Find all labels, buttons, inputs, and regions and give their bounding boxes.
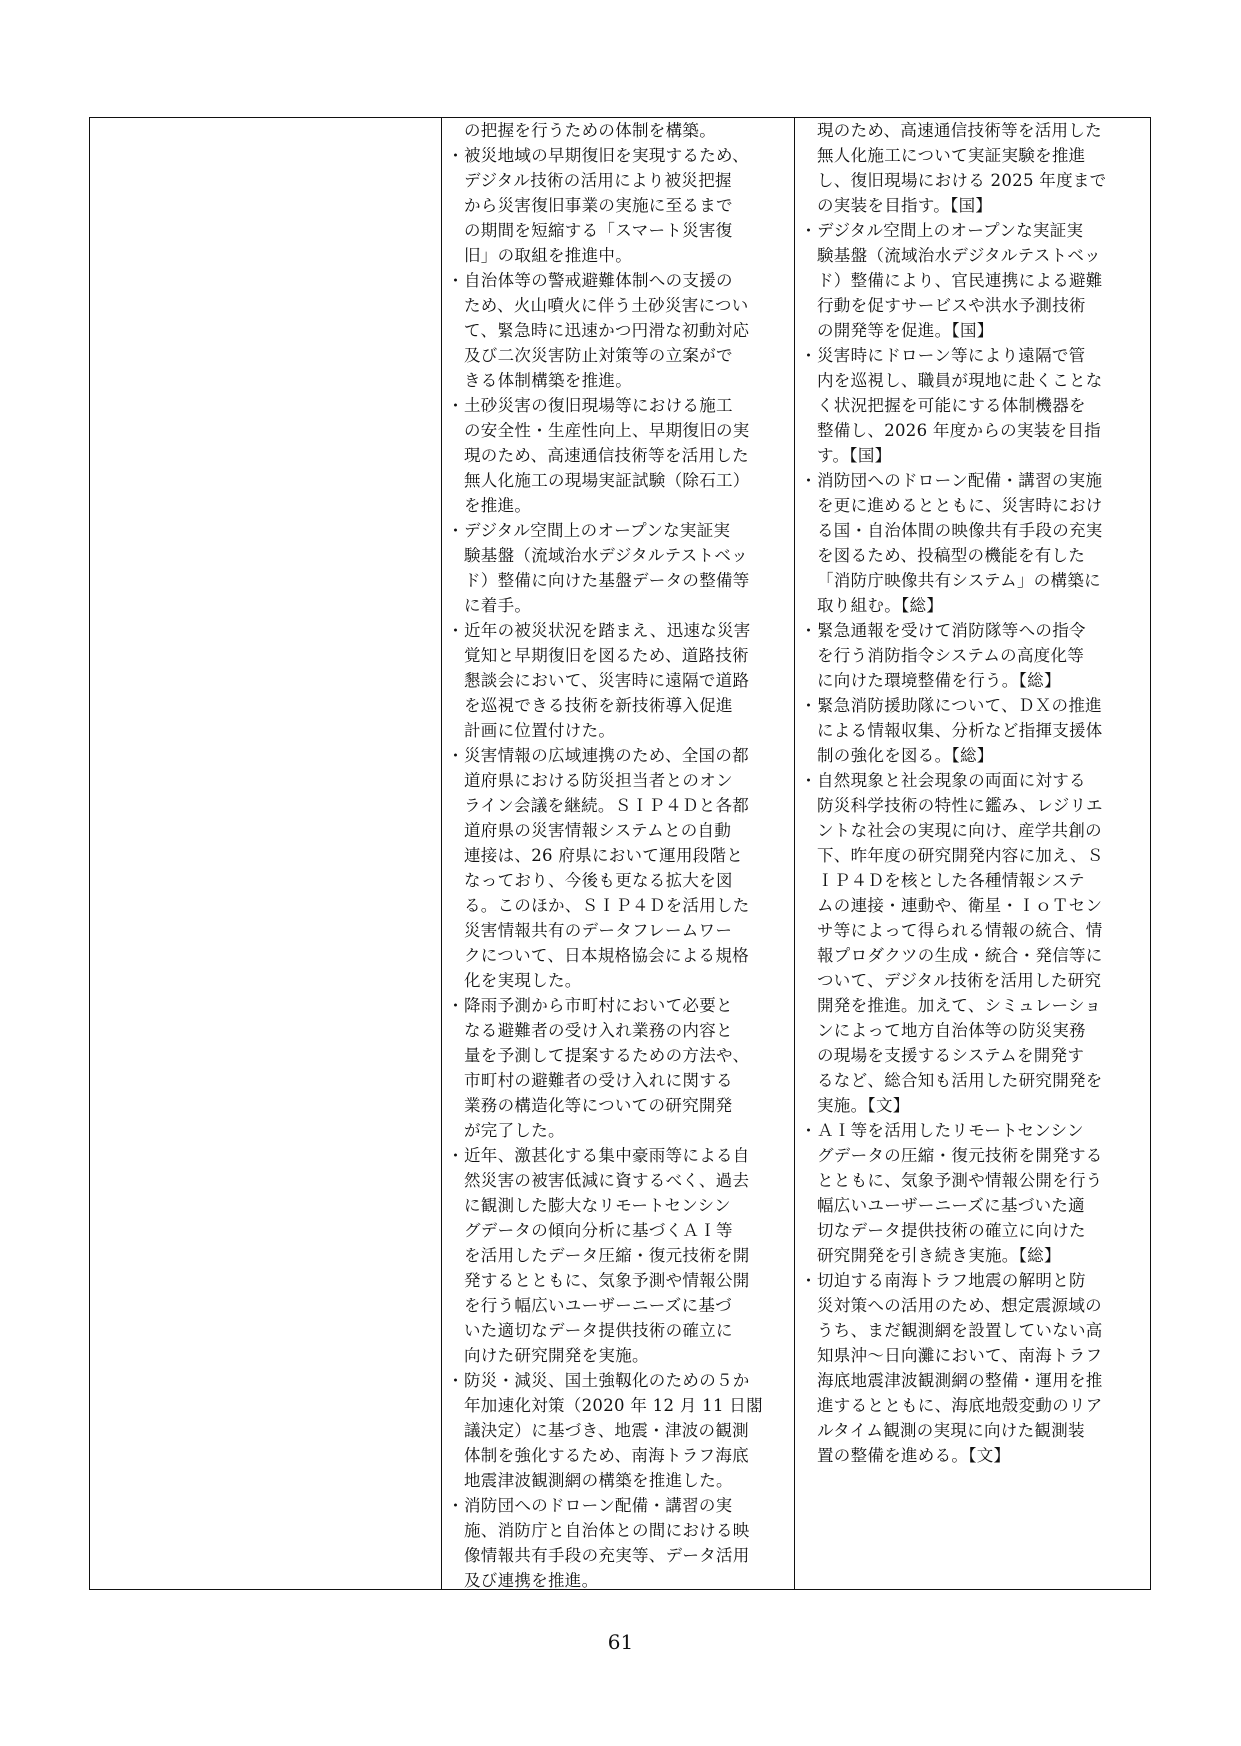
paragraph-line: ムの連接・連動や、衛星・ＩｏＴセン xyxy=(817,896,1103,915)
paragraph-line: 及び二次災害防止対策等の立案がで xyxy=(464,346,733,365)
paragraph-line: の開発等を促進。【国】 xyxy=(817,321,994,340)
paragraph-line: グデータの圧縮・復元技術を開発する xyxy=(817,1146,1103,1165)
bullet-paragraph xyxy=(800,1118,1140,1268)
paragraph-line: 無人化施工について実証実験を推進 xyxy=(817,146,1086,165)
bullet-indent xyxy=(447,1443,464,1468)
paragraph-line: 像情報共有手段の充実等、データ活用 xyxy=(464,1546,750,1565)
bullet-paragraph xyxy=(800,768,1140,1118)
bullet-paragraph xyxy=(800,218,1140,343)
bullet-indent xyxy=(800,568,817,593)
bullet-indent xyxy=(447,218,464,243)
bullet-indent xyxy=(447,593,464,618)
bullet-indent xyxy=(800,818,817,843)
bullet-indent xyxy=(447,818,464,843)
paragraph-line: の実装を目指す。【国】 xyxy=(817,196,993,215)
paragraph-line: ついて、デジタル技術を活用した研究 xyxy=(817,971,1102,990)
paragraph-line: 験基盤（流域治水デジタルテストベッ xyxy=(464,546,748,565)
bullet-paragraph xyxy=(800,618,1140,693)
paragraph-line: 行動を促すサービスや洪水予測技術 xyxy=(817,296,1086,315)
bullet-indent xyxy=(447,943,464,968)
bullet-indent xyxy=(447,968,464,993)
paragraph-line: 向けた研究開発を実施。 xyxy=(464,1346,649,1365)
paragraph-line: 知県沖～日向灘において、南海トラフ xyxy=(817,1346,1103,1365)
bullet-indent xyxy=(447,1568,464,1589)
bullet-indent xyxy=(800,118,817,143)
paragraph-line: 年加速化対策（2020 年 12 月 11 日閣 xyxy=(464,1396,763,1415)
bullet-paragraph xyxy=(447,1368,784,1493)
paragraph-line: の安全性・生産性向上、早期復旧の実 xyxy=(464,421,750,440)
bullet-indent xyxy=(800,1293,817,1318)
paragraph-line: とともに、気象予測や情報公開を行う xyxy=(817,1171,1103,1190)
bullet-indent xyxy=(800,368,817,393)
bullet-mark: ・ xyxy=(447,621,464,640)
bullet-indent xyxy=(447,693,464,718)
paragraph-line: を行う幅広いユーザーニーズに基づ xyxy=(464,1296,732,1315)
paragraph-line: 及び連携を推進。 xyxy=(464,1571,599,1589)
bullet-indent xyxy=(800,543,817,568)
bullet-indent xyxy=(447,1318,464,1343)
bullet-paragraph xyxy=(447,618,784,743)
bullet-paragraph xyxy=(800,343,1140,468)
bullet-paragraph xyxy=(447,518,784,618)
bullet-indent xyxy=(800,243,817,268)
bullet-paragraph xyxy=(800,693,1140,768)
bullet-paragraph xyxy=(800,118,1140,218)
paragraph-line: る国・自治体間の映像共有手段の充実 xyxy=(817,521,1103,540)
paragraph-line: を更に進めるとともに、災害時におけ xyxy=(817,496,1103,515)
paragraph-line: 取り組む。【総】 xyxy=(817,596,944,615)
paragraph-line: 道府県の災害情報システムとの自動 xyxy=(464,821,732,840)
paragraph-line: 自治体等の警戒避難体制への支援の xyxy=(464,271,733,290)
paragraph-line: ド）整備に向けた基盤データの整備等 xyxy=(464,571,750,590)
paragraph-line: ＡＩ等を活用したリモートセンシン xyxy=(817,1121,1084,1140)
bullet-indent xyxy=(447,343,464,368)
bullet-indent xyxy=(447,1243,464,1268)
paragraph-line: 防災・減災、国土強靱化のための５か xyxy=(464,1371,750,1390)
paragraph-line: デジタル技術の活用により被災把握 xyxy=(464,171,732,190)
bullet-indent xyxy=(800,1393,817,1418)
bullet-paragraph xyxy=(447,268,784,393)
bullet-indent xyxy=(447,168,464,193)
page-number: 61 xyxy=(607,1630,634,1654)
paragraph-line: 験基盤（流域治水デジタルテストベッ xyxy=(817,246,1101,265)
paragraph-line: の現場を支援するシステムを開発す xyxy=(817,1046,1085,1065)
paragraph-line: 道府県における防災担当者とのオン xyxy=(464,771,733,790)
table-column-left xyxy=(90,118,442,1589)
bullet-mark: ・ xyxy=(447,396,464,415)
bullet-mark: ・ xyxy=(447,1496,464,1515)
bullet-indent xyxy=(447,368,464,393)
paragraph-line: 置の整備を進める。【文】 xyxy=(817,1446,1011,1465)
bullet-indent xyxy=(447,1043,464,1068)
bullet-indent xyxy=(447,1268,464,1293)
paragraph-line: 市町村の避難者の受け入れに関する xyxy=(464,1071,733,1090)
bullet-indent xyxy=(800,918,817,943)
paragraph-line: いた適切なデータ提供技術の確立に xyxy=(464,1321,733,1340)
bullet-indent xyxy=(447,193,464,218)
bullet-indent xyxy=(800,1018,817,1043)
bullet-paragraph xyxy=(447,993,784,1143)
paragraph-line: なっており、今後も更なる拡大を図 xyxy=(464,871,733,890)
bullet-indent xyxy=(447,668,464,693)
content-table xyxy=(89,117,1151,1590)
paragraph-line: るなど、総合知も活用した研究開発を xyxy=(817,1071,1103,1090)
paragraph-line: 無人化施工の現場実証試験（除石工） xyxy=(464,471,750,490)
bullet-indent xyxy=(800,1318,817,1343)
paragraph-line: サ等によって得られる情報の統合、情 xyxy=(817,921,1103,940)
bullet-indent xyxy=(800,993,817,1018)
bullet-indent xyxy=(447,1418,464,1443)
paragraph-line: グデータの傾向分析に基づくＡＩ等 xyxy=(464,1221,733,1240)
bullet-indent xyxy=(447,443,464,468)
paragraph-line: 研究開発を引き続き実施。【総】 xyxy=(817,1246,1061,1265)
bullet-indent xyxy=(800,1343,817,1368)
paragraph-line: 業務の構造化等についての研究開発 xyxy=(464,1096,733,1115)
paragraph-line: うち、まだ観測網を設置していない高 xyxy=(817,1321,1103,1340)
bullet-indent xyxy=(447,1218,464,1243)
paragraph-line: を巡視できる技術を新技術導入促進 xyxy=(464,696,733,715)
bullet-indent xyxy=(447,468,464,493)
paragraph-line: 防災科学技術の特性に鑑み、レジリエ xyxy=(817,796,1103,815)
bullet-mark: ・ xyxy=(447,521,464,540)
paragraph-line: 議決定）に基づき、地震・津波の観測 xyxy=(464,1421,749,1440)
paragraph-line: ントな社会の実現に向け、産学共創の xyxy=(817,821,1102,840)
paragraph-line: 現のため、高速通信技術等を活用した xyxy=(464,446,749,465)
paragraph-line: 下、昨年度の研究開発内容に加え、Ｓ xyxy=(817,846,1104,865)
paragraph-line: く状況把握を可能にする体制機器を xyxy=(817,396,1086,415)
table-column-middle xyxy=(442,118,795,1589)
bullet-indent xyxy=(800,668,817,693)
paragraph-line: 開発を推進。加えて、シミュレーショ xyxy=(817,996,1102,1015)
paragraph-line: を行う消防指令システムの高度化等 xyxy=(817,646,1085,665)
paragraph-line: ため、火山噴火に伴う土砂災害につい xyxy=(464,296,749,315)
paragraph-line: 自然現象と社会現象の両面に対する xyxy=(817,771,1086,790)
bullet-indent xyxy=(800,518,817,543)
bullet-indent xyxy=(800,943,817,968)
bullet-mark: ・ xyxy=(800,696,817,715)
paragraph-line: 近年の被災状況を踏まえ、迅速な災害 xyxy=(464,621,751,640)
bullet-indent xyxy=(447,1093,464,1118)
paragraph-line: 懇談会において、災害時に遠隔で道路 xyxy=(464,671,750,690)
paragraph-line: きる体制構築を推進。 xyxy=(464,371,632,390)
bullet-indent xyxy=(800,968,817,993)
bullet-indent xyxy=(800,1368,817,1393)
bullet-indent xyxy=(800,593,817,618)
bullet-indent xyxy=(447,1518,464,1543)
paragraph-line: 制の強化を図る。【総】 xyxy=(817,746,994,765)
bullet-indent xyxy=(447,893,464,918)
paragraph-line: に向けた環境整備を行う。【総】 xyxy=(817,671,1061,690)
bullet-indent xyxy=(447,543,464,568)
paragraph-line: す。【国】 xyxy=(817,446,892,465)
bullet-indent xyxy=(447,918,464,943)
paragraph-line: が完了した。 xyxy=(464,1121,565,1140)
bullet-indent xyxy=(800,743,817,768)
paragraph-line: 切なデータ提供技術の確立に向けた xyxy=(817,1221,1086,1240)
bullet-indent xyxy=(800,1218,817,1243)
bullet-paragraph xyxy=(447,118,784,143)
bullet-mark: ・ xyxy=(447,996,464,1015)
bullet-paragraph xyxy=(447,1143,784,1368)
bullet-mark: ・ xyxy=(800,221,817,240)
bullet-indent xyxy=(800,1168,817,1193)
bullet-indent xyxy=(800,493,817,518)
paragraph-line: 発するとともに、気象予測や情報公開 xyxy=(464,1271,750,1290)
bullet-indent xyxy=(447,868,464,893)
paragraph-line: 災対策への活用のため、想定震源域の xyxy=(817,1296,1102,1315)
bullet-paragraph xyxy=(800,1268,1140,1468)
bullet-indent xyxy=(800,1443,817,1468)
bullet-indent xyxy=(800,643,817,668)
bullet-indent xyxy=(447,243,464,268)
bullet-mark: ・ xyxy=(800,1121,817,1140)
bullet-indent xyxy=(447,1393,464,1418)
paragraph-line: 消防団へのドローン配備・講習の実施 xyxy=(817,471,1103,490)
paragraph-line: て、緊急時に迅速かつ円滑な初動対応 xyxy=(464,321,750,340)
paragraph-line: 実施。【文】 xyxy=(817,1096,910,1115)
paragraph-line: ルタイム観測の実現に向けた観測装 xyxy=(817,1421,1085,1440)
paragraph-line: 緊急消防援助隊について、ＤＸの推進 xyxy=(817,696,1102,715)
paragraph-line: 連接は、26 府県において運用段階と xyxy=(464,846,744,865)
bullet-indent xyxy=(800,1418,817,1443)
table-column-right xyxy=(795,118,1150,1589)
paragraph-line: 消防団へのドローン配備・講習の実 xyxy=(464,1496,733,1515)
paragraph-line: 緊急通報を受けて消防隊等への指令 xyxy=(817,621,1086,640)
paragraph-line: デジタル空間上のオープンな実証実 xyxy=(464,521,731,540)
paragraph-line: の把握を行うための体制を構築。 xyxy=(464,121,716,140)
paragraph-line: を活用したデータ圧縮・復元技術を開 xyxy=(464,1246,750,1265)
paragraph-line: 覚知と早期復旧を図るため、道路技術 xyxy=(464,646,749,665)
paragraph-line: 海底地震津波観測網の整備・運用を推 xyxy=(817,1371,1103,1390)
bullet-mark: ・ xyxy=(800,471,817,490)
paragraph-line: 進するとともに、海底地殻変動のリア xyxy=(817,1396,1103,1415)
bullet-indent xyxy=(447,318,464,343)
bullet-indent xyxy=(800,193,817,218)
bullet-indent xyxy=(447,418,464,443)
paragraph-line: 土砂災害の復旧現場等における施工 xyxy=(464,396,733,415)
paragraph-line: し、復旧現場における 2025 年度まで xyxy=(817,171,1107,190)
bullet-indent xyxy=(800,893,817,918)
paragraph-line: による情報収集、分析など指揮支援体 xyxy=(817,721,1103,740)
bullet-indent xyxy=(800,843,817,868)
bullet-indent xyxy=(800,293,817,318)
bullet-indent xyxy=(447,843,464,868)
paragraph-line: 量を予測して提案するための方法や、 xyxy=(464,1046,750,1065)
bullet-paragraph xyxy=(447,393,784,518)
bullet-mark: ・ xyxy=(800,346,817,365)
paragraph-line: 災害情報の広域連携のため、全国の都 xyxy=(464,746,749,765)
paragraph-line: に観測した膨大なリモートセンシン xyxy=(464,1196,731,1215)
bullet-mark: ・ xyxy=(800,771,817,790)
paragraph-line: る。このほか、ＳＩＰ４Ｄを活用した xyxy=(464,896,750,915)
paragraph-line: 整備し、2026 年度からの実装を目指 xyxy=(817,421,1101,440)
bullet-indent xyxy=(800,1093,817,1118)
bullet-indent xyxy=(447,1068,464,1093)
bullet-indent xyxy=(447,293,464,318)
bullet-indent xyxy=(447,1343,464,1368)
paragraph-line: の期間を短縮する「スマート災害復 xyxy=(464,221,733,240)
bullet-indent xyxy=(800,868,817,893)
bullet-mark: ・ xyxy=(800,1271,817,1290)
bullet-indent xyxy=(800,268,817,293)
bullet-indent xyxy=(800,443,817,468)
bullet-paragraph xyxy=(447,743,784,993)
paragraph-line: クについて、日本規格協会による規格 xyxy=(464,946,749,965)
bullet-indent xyxy=(800,1243,817,1268)
bullet-paragraph xyxy=(447,1493,784,1589)
bullet-indent xyxy=(447,718,464,743)
paragraph-line: なる避難者の受け入れ業務の内容と xyxy=(464,1021,733,1040)
paragraph-line: 計画に位置付けた。 xyxy=(464,721,616,740)
bullet-indent xyxy=(447,1168,464,1193)
paragraph-line: ＩＰ４Ｄを核とした各種情報システ xyxy=(817,871,1085,890)
bullet-paragraph xyxy=(800,468,1140,618)
paragraph-line: 内を巡視し、職員が現地に赴くことな xyxy=(817,371,1103,390)
bullet-mark: ・ xyxy=(800,621,817,640)
paragraph-line: 被災地域の早期復旧を実現するため、 xyxy=(464,146,749,165)
paragraph-line: 旧」の取組を推進中。 xyxy=(464,246,632,265)
paragraph-line: 地震津波観測網の構築を推進した。 xyxy=(464,1471,733,1490)
paragraph-line: 災害時にドローン等により遠隔で管 xyxy=(817,346,1086,365)
bullet-indent xyxy=(447,1118,464,1143)
bullet-indent xyxy=(800,168,817,193)
paragraph-line: から災害復旧事業の実施に至るまで xyxy=(464,196,733,215)
bullet-indent xyxy=(800,418,817,443)
paragraph-line: 幅広いユーザーニーズに基づいた適 xyxy=(817,1196,1085,1215)
paragraph-line: ド）整備により、官民連携による避難 xyxy=(817,271,1103,290)
paragraph-line: 報プロダクツの生成・統合・発信等に xyxy=(817,946,1103,965)
bullet-indent xyxy=(447,643,464,668)
paragraph-line: ライン会議を継続。ＳＩＰ４Ｄと各都 xyxy=(464,796,750,815)
bullet-indent xyxy=(447,1468,464,1493)
bullet-mark: ・ xyxy=(447,746,464,765)
paragraph-line: に着手。 xyxy=(464,596,532,615)
paragraph-line: 降雨予測から市町村において必要と xyxy=(464,996,733,1015)
bullet-indent xyxy=(447,493,464,518)
bullet-indent xyxy=(800,143,817,168)
bullet-indent xyxy=(800,1143,817,1168)
paragraph-line: デジタル空間上のオープンな実証実 xyxy=(817,221,1084,240)
bullet-indent xyxy=(800,1193,817,1218)
paragraph-line: 切迫する南海トラフ地震の解明と防 xyxy=(817,1271,1086,1290)
bullet-indent xyxy=(447,1293,464,1318)
bullet-indent xyxy=(800,393,817,418)
bullet-indent xyxy=(447,118,464,143)
paragraph-line: 然災害の被害低減に資するべく、過去 xyxy=(464,1171,750,1190)
paragraph-line: 化を実現した。 xyxy=(464,971,582,990)
bullet-mark: ・ xyxy=(447,271,464,290)
bullet-mark: ・ xyxy=(447,146,464,165)
bullet-indent xyxy=(800,318,817,343)
bullet-indent xyxy=(447,793,464,818)
bullet-indent xyxy=(800,718,817,743)
paragraph-line: 「消防庁映像共有システム」の構築に xyxy=(817,571,1101,590)
bullet-mark: ・ xyxy=(447,1371,464,1390)
paragraph-line: 近年、激甚化する集中豪雨等による自 xyxy=(464,1146,750,1165)
bullet-indent xyxy=(447,1193,464,1218)
paragraph-line: ンによって地方自治体等の防災実務 xyxy=(817,1021,1086,1040)
bullet-indent xyxy=(447,768,464,793)
paragraph-line: 現のため、高速通信技術等を活用した xyxy=(817,121,1102,140)
paragraph-line: を推進。 xyxy=(464,496,532,515)
bullet-indent xyxy=(447,568,464,593)
bullet-indent xyxy=(800,1043,817,1068)
paragraph-line: 災害情報共有のデータフレームワー xyxy=(464,921,733,940)
bullet-indent xyxy=(447,1018,464,1043)
bullet-indent xyxy=(800,793,817,818)
bullet-mark: ・ xyxy=(447,1146,464,1165)
bullet-paragraph xyxy=(447,143,784,268)
bullet-indent xyxy=(800,1068,817,1093)
paragraph-line: 体制を強化するため、南海トラフ海底 xyxy=(464,1446,749,1465)
bullet-indent xyxy=(447,1543,464,1568)
paragraph-line: を図るため、投稿型の機能を有した xyxy=(817,546,1086,565)
paragraph-line: 施、消防庁と自治体との間における映 xyxy=(464,1521,750,1540)
